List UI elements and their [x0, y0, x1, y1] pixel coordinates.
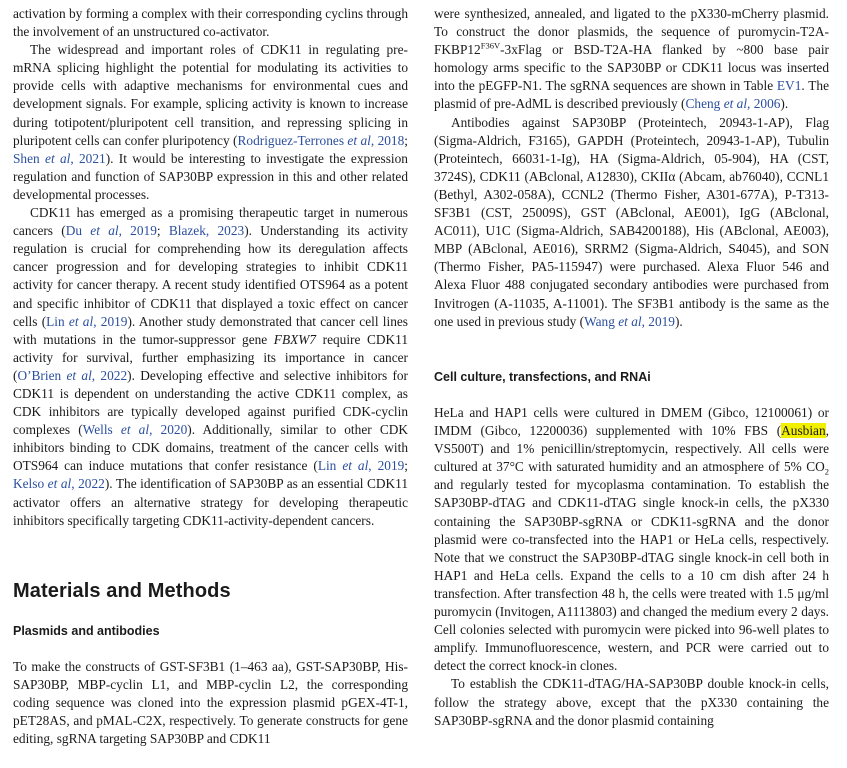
citation-link[interactable]: Lin et al, 2019	[46, 313, 128, 329]
citation-link[interactable]: Blazek, 2023	[168, 223, 245, 239]
citation-link[interactable]: Kelso et al, 2022	[13, 476, 105, 492]
citation-link[interactable]: Rodriguez-Terrones et al, 2018	[237, 132, 405, 148]
paragraph: activation by forming a complex with their corresponding cyclins through the involvement of an unstructured co-activator.	[13, 6, 408, 40]
paragraph: To establish the CDK11-dTAG/HA-SAP30BP double knock-in cells, follow the strategy above, except that the pX330 containing the SAP30BP-sgRNA and the donor plasmid containing	[434, 676, 829, 728]
paragraph: To make the constructs of GST-SF3B1 (1–463 aa), GST-SAP30BP, His-SAP30BP, MBP-cyclin L1, and MBP-cyclin L2, the corresponding coding sequence was cloned into the expression plasmid pGEX-4T-1, pET28AS, and pMAL-C2X, respectively. To generate constructs for gene editing, sgRNA targeting SAP30BP and CDK11	[13, 659, 408, 747]
subsection-title: Plasmids and antibodies	[13, 624, 160, 638]
citation-link[interactable]: O’Brien et al, 2022	[17, 367, 128, 383]
paragraph: CDK11 has emerged as a promising therapeutic target in numerous cancers (Du et al, 2019; Blazek, 2023). Understanding its activity regulation is crucial for comprehending how its deregulation affects cancer progression and for developing strategies to inhibit CDK11 activity for cancer therapy. A recent study identified OTS964 as a potent and specific inhibitor of CDK11 that displayed a toxic effect on cancer cells (Lin et al, 2019). Another study demonstrated that cancer cell lines with mutations in the tumor-suppressor gene FBXW7 require CDK11 activity for survival, further emphasizing its importance in cancer (O’Brien et al, 2022). Developing effective and selective inhibitors for CDK11 is dependent on understanding the active CDK11 complex, as CDK inhibitors are typically developed against purified CDK-cyclin complexes (Wells et al, 2020). Additionally, similar to other CDK inhibitors binding to CDK domains, treatment of the cancer cells with OTS964 can induce mutations that confer resistance (Lin et al, 2019; Kelso et al, 2022). The identification of SAP30BP as an essential CDK11 activator offers an alternative strategy for developing therapeutic inhibitors specifically targeting CDK11-activity-dependent cancers.	[13, 205, 409, 528]
table-link[interactable]: EV1	[776, 78, 802, 94]
citation-link[interactable]: Wang et al, 2019	[584, 313, 675, 329]
citation-link[interactable]: Lin et al, 2019	[317, 458, 405, 474]
subsection-title: Cell culture, transfections, and RNAi	[434, 370, 651, 384]
paragraph: HeLa and HAP1 cells were cultured in DMEM (Gibco, 12100061) or IMDM (Gibco, 12200036) supplemented with 10% FBS (Ausbian, VS500T) and 1% penicillin/streptomycin, respectively. All cells were cultured at 37°C with saturated humidity and an atmosphere of 5% $CO_2$ and regularly tested for mycoplasma contamination. To establish the SAP30BP-dTAG and CDK11-dTAG single knock-in cells, the pX330 containing the SAP30BP-sgRNA or CDK11-sgRNA and the donor plasmid were co-transfected into the HAP1 or HeLa cells, respectively. Note that we construct the SAP30BP-dTAG single knock-in cell both in HAP1 and HeLa cells. Expand the cells to a 10 cm dish after 24 h transfection. After transfection 48 h, the cells were treated with 1.5 μg/ml puromycin (Invitogen, A1113803) and changed the medium every 2 days. Cell colonies selected with puromycin were picked into 96-well plates to amplify. Immunofluorescence, western, and PCR were carried out to detect the correct knock-in clones.	[434, 405, 829, 674]
highlighted-text: Ausbian	[781, 423, 826, 439]
paragraph: The widespread and important roles of CDK11 in regulating pre-mRNA splicing highlight the potential for modulating its activities to provide cells with adaptive mechanisms for environmental cues and development signals. For example, splicing activity is known to increase during totipotent/pluripotent cell transition, and repressing splicing in pluripotent cells can confer pluripotency (Rodriguez-Terrones et al, 2018; Shen et al, 2021). It would be interesting to investigate the expression regulation and function of SAP30BP expression in this and other related developmental processes.	[13, 42, 408, 202]
paragraph: Antibodies against SAP30BP (Proteintech, 20943-1-AP), Flag (Sigma-Aldrich, F3165), GAPDH (Proteintech, 20943-1-AP), Tubulin (Proteintech, 66031-1-Ig), HA (Sigma-Aldrich, 05-904), HA (CST, 3724S), CDK11 (ABclonal, A12830), CKIIα (Abcam, ab76040), CCNL1 (Bethyl, A302-058A), CCNL2 (Thermo Fisher, A301-677A), P-T313-SF3B1 (CST, 25009S), GST (ABclonal, AE001), IgG (ABclonal, AC011), U1C (Sigma-Aldrich, SAB4200188), His (ABclonal, AE003), MBP (ABclonal, AE016), SRRM2 (Sigma-Aldrich, S4045), and SON (Thermo Fisher, PA5-115947) were purchased. Alexa Fluor 546 and Alexa Fluor 488 conjugated secondary antibodies were purchased from Invitrogen (A-11035, A-11001). The SF3B1 antibody is the same as the one used in previous study (Wang et al, 2019).	[434, 114, 829, 329]
gene-name: FBXW7	[273, 331, 317, 347]
section-title: Materials and Methods	[13, 580, 231, 602]
citation-link[interactable]: Wells et al, 2020	[82, 422, 188, 438]
citation-link[interactable]: Shen et al, 2021	[13, 150, 106, 166]
paragraph: were synthesized, annealed, and ligated to the pX330-mCherry plasmid. To construct the donor plasmids, the sequence of puromycin-$T2A-FKBP12^{F36V}-3xFlag$ or BSD-T2A-HA flanked by ~800 base pair homology arms specific to the SAP30BP or CDK11 locus was inserted into the pEGFP-N1. The sgRNA sequences are shown in Table EV1. The plasmid of pre-AdML is described previously (Cheng et al, 2006).	[434, 6, 829, 112]
citation-link[interactable]: Du et al, 2019	[65, 223, 157, 239]
citation-link[interactable]: Cheng et al, 2006	[685, 96, 781, 112]
